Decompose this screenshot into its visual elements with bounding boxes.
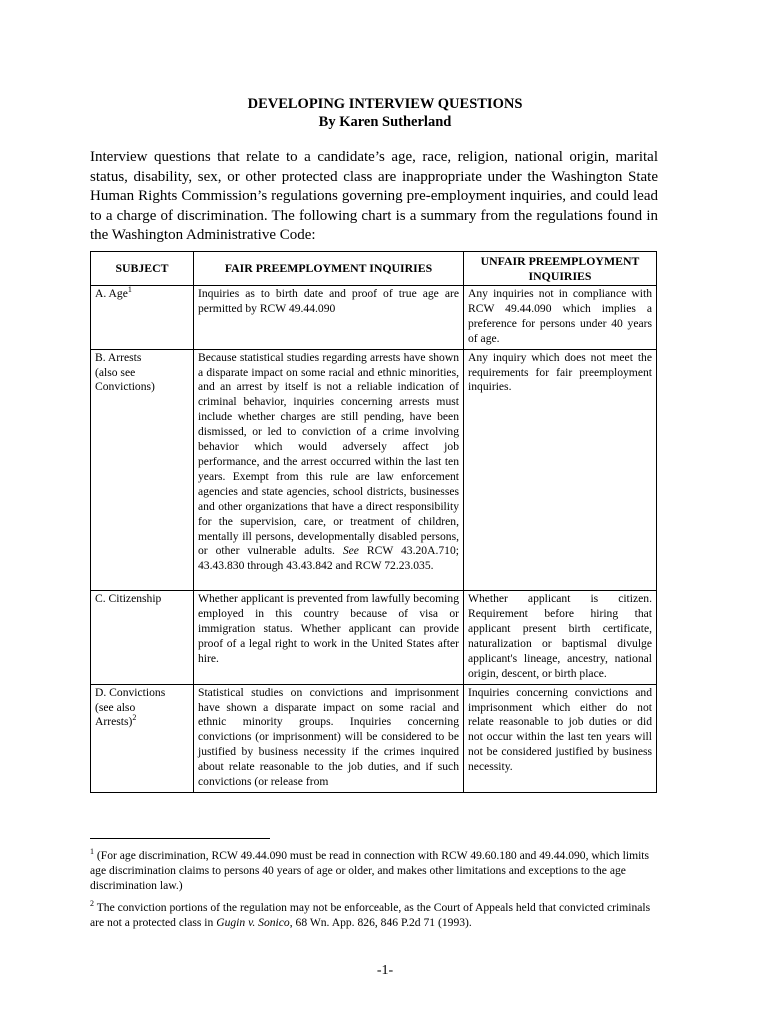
unfair-cell: Any inquiries not in compliance with RCW 49.44.090 which implies a preference for persons under 40 years of age. [464,286,657,350]
subject-line: Arrests)$^2$ [95,713,137,729]
unfair-cell: Whether applicant is citizen. Requirement before hiring that applicant present birth certificate, naturalization or baptismal divulge applicant's lineage, ancestry, national origin, descent, or birth place. [464,591,657,684]
table-header-row [91,252,657,286]
subject-cell [91,684,194,792]
footnote-mark: 1 [90,847,94,857]
subject-line: Convictions) [95,380,155,394]
subject-line: B. Arrests [95,350,142,364]
fair-cell [194,349,464,591]
footnote-mark: 2 [90,899,94,909]
subject-label: A. Age [95,287,128,300]
footnote-text: (For age discrimination, RCW 49.44.090 must be read in connection with RCW 49.60.180 and 49.44.090, which limits age discrimination claims to persons 40 years of age or older, and makes other limitations and exceptions to the age discrimination law.) [90,849,650,892]
page-number: -1- [376,963,394,978]
subject-line: (see also [95,700,136,714]
unfair-cell: Inquiries concerning convictions and imprisonment which either do not relate reasonable to job duties or did not occur within the last ten years will not be considered justified by business necessity. [464,684,657,792]
subject-cell [91,286,194,350]
footnote-ref-1: 1 [127,285,132,295]
header-subject: SUBJECT [91,252,194,286]
see-citation: See [342,544,359,558]
fair-cell: Whether applicant is prevented from lawfully becoming employed in this country because of visa or immigration status. Whether applicant can provide proof of a legal right to work in the United States after hire. [194,591,464,684]
fair-cell: Statistical studies on convictions and imprisonment have shown a disparate impact on some racial and ethnic minority groups. Inquiries concerning convictions (or imprisonment) will be considered to be justified by business necessity if the crimes inquired about relate reasonable to the job duties, and if such convictions (or release from [194,684,464,792]
footnote-text: The conviction portions of the regulation may not be enforceable, as the Court of Appeals held that convicted criminals are not a protected class in [90,901,651,929]
fair-cell: Inquiries as to birth date and proof of true age are permitted by RCW 49.44.090 [194,286,464,350]
footnote-text: , 68 Wn. App. 826, 846 P.2d 71 (1993). [289,915,472,929]
subject-line: D. Convictions [95,685,166,699]
footnote-ref-2: 2 [132,713,137,723]
intro-paragraph: Interview questions that relate to a candidate’s age, race, religion, national origin, marital status, disability, sex, or other protected class are inappropriate under the Washington State Human Rights Commission’s regulations governing pre-employment inquiries, and could lead to a charge of discrimination. The following chart is a summary from the regulations found in the Washington Administrative Code: [90,149,658,243]
table-row-citizenship [91,591,657,684]
fair-citations: RCW 43.20A.710; 43.43.830 through 43.43.842 and RCW 72.23.035. [198,544,459,573]
header-unfair: UNFAIR PREEMPLOYMENT INQUIRIES [464,252,657,286]
table-row-convictions [91,684,657,792]
subject-cell: C. Citizenship [91,591,194,684]
unfair-cell: Any inquiry which does not meet the requirements for fair preemployment inquiries. [464,349,657,591]
footnote-1 [90,849,656,893]
subject-cell [91,349,194,591]
subject-line: (also see [95,365,136,379]
fair-text: Because statistical studies regarding arrests have shown a disparate impact on some racial and ethnic minorities, and an arrest by itself is not a reliable indication of criminal behavior, inquiries concerning arrests must include whether charges are still pending, have been dismissed, or led to conviction of a crime involving behavior which would adversely affect job performance, and the arrest occurred within the last ten years. Exempt from this rule are law enforcement agencies and state agencies, school districts, businesses and other organizations that have a direct responsibility for the supervision, care, or treatment of children, mentally ill persons, developmentally disabled persons, or other vulnerable adults. [198,350,459,558]
footnote-separator [90,838,270,839]
case-name: Gugin v. Sonico [216,915,290,929]
footnote-2 [90,901,656,931]
table-row-age [91,286,657,350]
table-row-arrests [91,349,657,591]
document-title: DEVELOPING INTERVIEW QUESTIONS [247,96,523,112]
header-fair: FAIR PREEMPLOYMENT INQUIRIES [194,252,464,286]
inquiries-table [90,251,657,793]
document-byline: By Karen Sutherland [318,114,452,130]
